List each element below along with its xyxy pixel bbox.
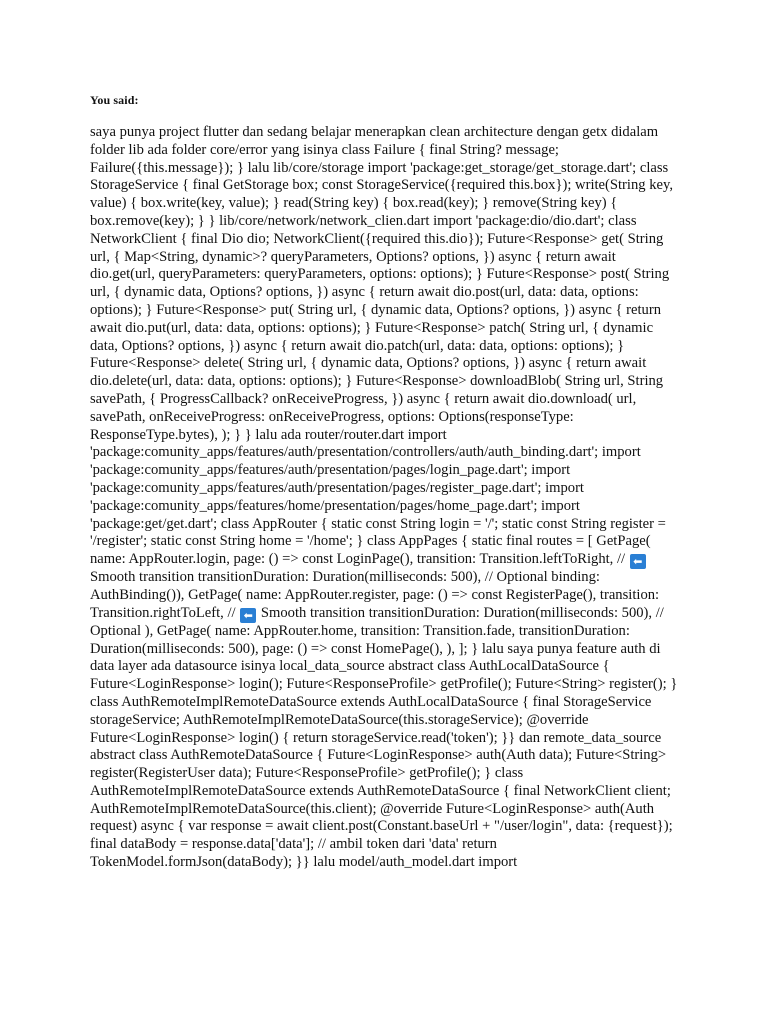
user-message [90,124,680,872]
message-text-part-1: saya punya project flutter dan sedang belajar menerapkan clean architecture dengan getx didalam folder lib ada folder core/error yang isinya class Failure { final String? message; Failure({this.message}); } lalu lib/core/storage import 'package:get_storage/get_storage.dart'; class StorageService { final GetStorage box; const StorageService({required this.box}); write(String key, value) { box.write(key, value); } read(String key) { box.read(key); } remove(String key) { box.remove(key); } } lib/core/network/network_clien.dart import 'package:dio/dio.dart'; class NetworkClient { final Dio dio; NetworkClient({required this.dio}); Future<Response> get( String url, { Map<String, dynamic>? queryParameters, Options? options, }) async { return await dio.get(url, queryParameters: queryParameters, options: options); } Future<Response> post( String url, { dynamic data, Options? options, }) async { return await dio.post(url, data: data, options: options); } Future<Response> put( String url, { dynamic data, Options? options, }) async { return await dio.put(url, data: data, options: options); } Future<Response> patch( String url, { dynamic data, Options? options, }) async { return await dio.patch(url, data: data, options: options); } Future<Response> delete( String url, { dynamic data, Options? options, }) async { return await dio.delete(url, data: data, options: options); } Future<Response> downloadBlob( String url, String savePath, { ProgressCallback? onReceiveProgress, }) async { return await dio.download( url, savePath, onReceiveProgress: onReceiveProgress, options: Options(responseType: ResponseType.bytes), ); } } lalu ada router/router.dart import 'package:comunity_apps/features/auth/presentation/controllers/auth/auth_binding.dart'; import 'package:comunity_apps/features/auth/presentation/pages/login_page.dart'; import 'package:comunity_apps/features/auth/presentation/pages/register_page.dart'; import 'package:comunity_apps/features/home/presentation/pages/home_page.dart'; import 'package:get/get.dart'; class AppRouter { static const String login = '/'; static const String register = '/register'; static const String home = '/home'; } class AppPages { static final routes = [ GetPage( name: AppRouter.login, page: () => const LoginPage(), transition: Transition.leftToRight, // [90,124,673,568]
message-text-part-3: Smooth transition transitionDuration: Duration(milliseconds: 500), // Optional ), GetPage( name: AppRouter.home, transition: Transition.fade, transitionDuration: Duration(milliseconds: 500), page: () => const HomePage(), ), ]; } lalu saya punya feature auth di data layer ada datasource isinya local_data_source abstract class AuthLocalDataSource { Future<LoginResponse> login(); Future<ResponseProfile> getProfile(); Future<String> register(); } class AuthRemoteImplRemoteDataSource extends AuthLocalDataSource { final StorageService storageService; AuthRemoteImplRemoteDataSource(this.storageService); @override Future<LoginResponse> login() { return storageService.read('token'); }} dan remote_data_source abstract class AuthRemoteDataSource { Future<LoginResponse> auth(Auth data); Future<String> register(RegisterUser data); Future<ResponseProfile> getProfile(); } class AuthRemoteImplRemoteDataSource extends AuthRemoteDataSource { final NetworkClient client; AuthRemoteImplRemoteDataSource(this.client); @override Future<LoginResponse> auth(Auth request) async { var response = await client.post(Constant.baseUrl + "/user/login", data: {request}); final dataBody = response.data['data']; // ambil token dari 'data' return TokenModel.formJson(dataBody); }} lalu model/auth_model.dart import [90,604,678,871]
speaker-label: You said: [90,93,139,107]
message-text-part-2: Smooth transition transitionDuration: Duration(milliseconds: 500), // Optional binding: AuthBinding()), GetPage( name: AppRouter.register, page: () => const RegisterPage(), transition: Transition.rightToLeft, // [90,569,660,621]
left-arrow-icon: ⬅ [630,554,646,569]
left-arrow-icon: ⬅ [240,608,256,623]
